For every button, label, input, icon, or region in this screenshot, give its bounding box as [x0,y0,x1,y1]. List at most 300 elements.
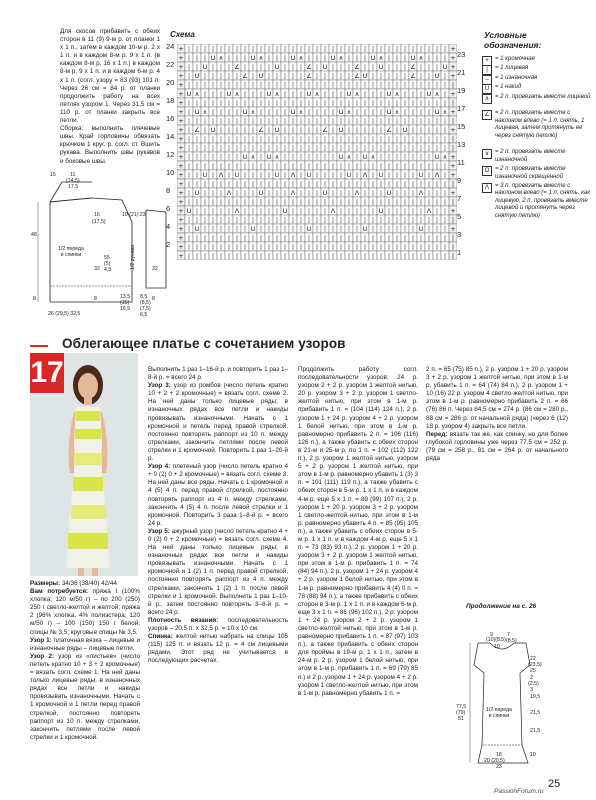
chart-symbol: | [235,109,239,116]
chart-symbol: | [235,55,239,62]
chart-symbol: U [346,171,352,179]
chart-symbol: | [371,199,375,206]
chart-symbol: | [259,118,263,125]
chart-symbol: | [211,253,215,260]
chart-symbol: | [251,64,255,71]
row-number: 22 [166,60,175,69]
row-number: 23 [457,50,466,59]
chart-symbol: | [331,91,335,98]
chart-symbol: | [211,46,215,53]
d2-label: 21,5 [530,710,541,716]
chart-symbol: | [395,235,399,242]
chart-symbol: | [259,208,263,215]
article-paragraph [298,366,418,698]
paragraph-heading: Перед: [426,430,448,438]
chart-symbol: | [203,100,207,107]
chart-symbol: | [195,154,199,161]
chart-symbol: | [299,91,303,98]
chart-symbol: | [243,127,247,134]
chart-symbol: | [347,73,351,80]
chart-symbol: | [267,100,271,107]
chart-symbol: | [291,199,295,206]
chart-symbol: U [194,189,200,197]
chart-symbol: | [195,46,199,53]
chart-symbol: | [227,46,231,53]
chart-symbol: | [395,145,399,152]
chart-symbol: | [443,181,447,188]
chart-symbol: U [266,153,272,161]
chart-symbol: | [411,172,415,179]
chart-symbol: | [323,235,327,242]
paragraph-body: желтой нитью набрать на спицы 105 (115) 125 п. и вязать 12 р. = 4 см лицевыми рядами. Этот ряд не учитывается в последующих расчетах. [148,633,288,665]
chart-symbol: | [419,253,423,260]
chart-symbol: Λ [418,189,424,197]
chart-symbol: | [315,100,319,107]
chart-symbol: | [379,163,383,170]
chart-symbol: | [235,181,239,188]
chart-symbol: | [259,154,263,161]
d1-label: 55 [104,255,110,261]
chart-symbol: + [178,243,184,251]
d1-label: 8,5 [140,294,148,300]
chart-symbol: U [266,90,272,98]
chart-symbol: | [355,244,359,251]
chart-symbol: ∧ [442,153,448,161]
chart-symbol: ∧ [314,90,320,98]
chart-symbol: | [411,91,415,98]
chart-symbol: | [211,163,215,170]
chart-symbol: | [227,244,231,251]
chart-symbol: | [347,217,351,224]
chart-symbol: | [355,109,359,116]
chart-symbol: U [242,153,248,161]
row-number: 14 [166,132,175,141]
chart-symbol: | [419,91,423,98]
chart-symbol: | [379,82,383,89]
chart-symbol: | [227,235,231,242]
chart-symbol: | [219,235,223,242]
chart-symbol: + [178,216,184,224]
chart-symbol: | [315,217,319,224]
chart-symbol: | [363,235,367,242]
chart-symbol: | [219,199,223,206]
chart-symbol: | [419,163,423,170]
chart-symbol: | [347,82,351,89]
chart-symbol: | [355,253,359,260]
page-number: 25 [548,778,561,790]
chart-symbol: | [227,154,231,161]
chart-symbol: | [275,226,279,233]
chart-symbol: U [274,126,280,134]
chart-symbol: | [235,217,239,224]
chart-symbol: | [339,100,343,107]
chart-symbol: ∧ [346,108,352,116]
chart-symbol: | [315,208,319,215]
chart-symbol: | [315,73,319,80]
legend-symbol: ∠ [482,110,492,120]
legend-text: = 2 п. провязать вместе с наклоном влево (= 1 п. снять, 1 лицевая, затем протянуть ее через снятую петлю) [495,110,585,139]
chart-symbol: | [259,46,263,53]
chart-symbol: | [379,244,383,251]
chart-symbol: | [283,109,287,116]
chart-symbol: | [203,235,207,242]
paragraph-heading: Узор 1: [30,636,52,644]
chart-symbol: | [187,82,191,89]
chart-symbol: | [243,199,247,206]
chart-symbol: | [227,82,231,89]
chart-symbol: | [251,253,255,260]
chart-symbol: | [411,235,415,242]
chart-symbol: | [347,46,351,53]
chart-symbol: | [283,118,287,125]
chart-symbol: | [395,55,399,62]
chart-symbol: | [331,226,335,233]
chart-symbol: U [418,225,424,233]
chart-symbol: | [235,46,239,53]
d1-label: 19 (21) 23 [122,212,146,218]
chart-symbol: U [386,189,392,197]
chart-symbol: | [243,136,247,143]
pattern-diagram-1 [28,170,171,310]
d2-label: 23 [496,764,502,770]
pattern-diagram-2 [450,625,580,775]
chart-symbol: | [363,217,367,224]
chart-symbol: | [299,253,303,260]
d1-label: 16 [94,212,100,218]
article-paragraph [426,366,568,431]
chart-symbol: | [347,208,351,215]
chart-symbol: Λ [330,207,336,215]
chart-symbol: | [307,190,311,197]
chart-symbol: | [219,253,223,260]
chart-symbol: | [427,46,431,53]
row-number: 9 [457,176,462,185]
chart-symbol: | [219,100,223,107]
chart-symbol: | [259,217,263,224]
chart-symbol: | [259,235,263,242]
chart-symbol: | [283,64,287,71]
chart-symbol: | [363,253,367,260]
chart-symbol: | [195,172,199,179]
chart-symbol: | [307,127,311,134]
chart-symbol: + [178,234,184,242]
chart-symbol: | [211,136,215,143]
chart-symbol: | [235,154,239,161]
chart-symbol: | [283,46,287,53]
paragraph-heading: Узор 4: [148,463,171,471]
chart-symbol: | [251,208,255,215]
chart-symbol: | [243,55,247,62]
chart-symbol: U [194,72,200,80]
chart-symbol: | [363,100,367,107]
chart-symbol: | [323,73,327,80]
chart-symbol: | [187,190,191,197]
chart-symbol: | [419,118,423,125]
chart-symbol: | [227,172,231,179]
chart-symbol: U [290,108,296,116]
chart-symbol: | [355,55,359,62]
chart-symbol: | [187,64,191,71]
article-column-1 [30,580,140,742]
chart-symbol: | [187,253,191,260]
chart-symbol: U [322,63,328,71]
chart-symbol: | [451,235,455,242]
chart-symbol: | [291,244,295,251]
intro-paragraph-2: Сборка: выполнить плечевые швы. Край горловины обвязать крючком 1 круг. р. согл. ст. Вшить рукава. Выполнить швы рукавов и боковые швы. [60,125,160,165]
chart-symbol: | [395,181,399,188]
chart-symbol: | [227,145,231,152]
chart-symbol: | [211,244,215,251]
chart-symbol: ∠ [354,63,360,71]
chart-symbol: | [331,136,335,143]
chart-symbol: | [331,199,335,206]
chart-symbol: U [434,153,440,161]
d2-label: 22 [530,656,536,662]
chart-symbol: | [403,181,407,188]
chart-symbol: | [403,163,407,170]
chart-symbol: | [235,73,239,80]
chart-symbol: | [395,100,399,107]
chart-symbol: | [211,100,215,107]
chart-symbol: | [219,91,223,98]
chart-symbol: | [219,226,223,233]
chart-symbol: | [219,181,223,188]
chart-symbol: | [435,64,439,71]
chart-symbol: | [339,46,343,53]
chart-symbol: | [283,199,287,206]
chart-symbol: | [331,64,335,71]
chart-symbol: U [274,63,280,71]
chart-symbol: ∧ [442,108,448,116]
chart-symbol: | [331,190,335,197]
chart-symbol: | [339,172,343,179]
chart-symbol: | [267,118,271,125]
chart-symbol: Λ [434,171,440,179]
article-paragraph [30,588,140,637]
chart-symbol: | [203,82,207,89]
chart-symbol: | [379,109,383,116]
chart-symbol: | [203,73,207,80]
chart-symbol: | [307,199,311,206]
chart-symbol: U [426,90,432,98]
chart-symbol: | [195,181,199,188]
chart-symbol: | [211,217,215,224]
legend-item [482,94,591,104]
chart-symbol: | [411,145,415,152]
row-number: 17 [457,104,466,113]
chart-symbol: | [403,244,407,251]
chart-symbol: | [443,100,447,107]
row-number: 4 [166,222,171,231]
chart-symbol: | [451,199,455,206]
article-paragraph [426,431,568,463]
chart-symbol: | [251,199,255,206]
paragraph-heading: Плотность вязания: [148,616,219,624]
chart-symbol: | [403,226,407,233]
chart-symbol: | [195,55,199,62]
chart-symbol: | [275,181,279,188]
chart-symbol: | [451,118,455,125]
chart-symbol: U [194,108,200,116]
chart-symbol: ∧ [298,108,304,116]
chart-symbol: | [411,154,415,161]
chart-symbol: | [219,46,223,53]
chart-symbol: U [186,90,192,98]
chart-symbol: | [371,64,375,71]
chart-symbol: | [291,208,295,215]
d2-label: (79) [456,710,466,716]
chart-symbol: | [187,136,191,143]
chart-symbol: | [299,118,303,125]
chart-symbol: | [307,118,311,125]
chart-symbol: | [283,82,287,89]
chart-symbol: | [395,118,399,125]
chart-symbol: + [450,189,456,197]
chart-symbol: | [307,208,311,215]
row-number: 5 [457,212,462,221]
d1-label: 8 [94,296,97,302]
chart-symbol: | [403,145,407,152]
chart-symbol: | [299,172,303,179]
chart-symbol: | [427,235,431,242]
chart-symbol: | [419,199,423,206]
chart-symbol: | [419,181,423,188]
chart-symbol: | [283,91,287,98]
chart-symbol: | [387,217,391,224]
chart-symbol: | [395,127,399,134]
chart-symbol: | [227,118,231,125]
chart-symbol: | [435,208,439,215]
paragraph-body: платочная вязка – лицевые и изнаночные ряды – лицевые петли. [30,636,140,652]
chart-symbol: | [403,217,407,224]
chart-symbol: | [203,208,207,215]
chart-symbol: | [315,82,319,89]
chart-symbol: | [283,226,287,233]
chart-symbol: | [443,199,447,206]
paragraph-body: ажурный узор (число петель кратно 4 + 0 (2) 0 + 2 кромочные) = вязать согл. схеме 4. На ней даны только лицевые ряды; в изнаночных рядах все петли и накиды провязывать изнаночными. Начать с 1 кромочной и 1 (2) 1 п. перед правой стрелкой, постоянно повторять раппорт из 4 п. между стрелками, закончить 1 (2) 1 п. после левой стрелки и 1 кромочной. Выполнить 1 раз 1–10-й р., затем постоянно повторять 3–8-й р. = всего 24 р. [148,527,288,616]
chart-symbol: | [387,244,391,251]
chart-symbol: | [251,46,255,53]
d1-label: 11 [70,172,76,178]
chart-symbol: | [323,181,327,188]
chart-symbol: | [299,235,303,242]
paragraph-heading: Узор 5: [148,527,170,535]
chart-symbol: U [346,90,352,98]
chart-symbol: | [187,127,191,134]
chart-symbol: ∧ [338,54,344,62]
chart-symbol: | [243,208,247,215]
chart-symbol: | [291,145,295,152]
chart-symbol: | [299,100,303,107]
chart-symbol: | [299,127,303,134]
chart-symbol: | [443,208,447,215]
chart-symbol: U [258,189,264,197]
chart-symbol: + [178,144,184,152]
chart-symbol: | [323,163,327,170]
chart-symbol: | [315,253,319,260]
chart-symbol: | [363,118,367,125]
chart-symbol: ∧ [218,54,224,62]
chart-symbol: | [195,64,199,71]
chart-symbol: | [371,172,375,179]
chart-symbol: | [243,181,247,188]
chart-symbol: | [419,235,423,242]
chart-symbol: + [178,162,184,170]
chart-symbol: Λ [234,207,240,215]
chart-symbol: | [203,145,207,152]
chart-symbol: | [331,163,335,170]
chart-symbol: | [219,154,223,161]
row-number: 1 [457,248,462,257]
chart-symbol: U [410,54,416,62]
chart-symbol: | [187,244,191,251]
chart-symbol: | [187,73,191,80]
chart-symbol: | [315,154,319,161]
chart-symbol: U [378,171,384,179]
chart-symbol: | [227,64,231,71]
chart-symbol: | [363,91,367,98]
chart-symbol: U [210,126,216,134]
chart-symbol: | [235,163,239,170]
chart-symbol: | [339,181,343,188]
chart-symbol: + [450,126,456,134]
chart-symbol: U [378,207,384,215]
chart-symbol: + [178,252,184,260]
chart-symbol: | [195,163,199,170]
chart-symbol: | [219,208,223,215]
chart-symbol: | [387,172,391,179]
chart-symbol: | [443,82,447,89]
chart-symbol: | [211,154,215,161]
chart-symbol: | [387,163,391,170]
chart-symbol: | [427,109,431,116]
chart-symbol: | [219,163,223,170]
chart-symbol: | [251,235,255,242]
paragraph-heading: Узор 2: [30,652,55,660]
chart-symbol: | [339,91,343,98]
chart-symbol: | [331,154,335,161]
chart-symbol: | [211,226,215,233]
chart-symbol: | [267,55,271,62]
chart-symbol: | [379,100,383,107]
chart-symbol: | [443,163,447,170]
chart-symbol: U [258,72,264,80]
chart-symbol: ∠ [410,72,416,80]
chart-symbol: | [275,109,279,116]
chart-symbol: | [331,217,335,224]
chart-symbol: ∠ [194,126,200,134]
chart-symbol: | [347,100,351,107]
chart-symbol: | [259,199,263,206]
chart-symbol: | [371,136,375,143]
chart-symbol: | [347,163,351,170]
chart-symbol: | [443,55,447,62]
chart-symbol: | [395,136,399,143]
chart-symbol: | [387,46,391,53]
chart-symbol: | [427,226,431,233]
chart-symbol: | [387,208,391,215]
chart-symbol: U [186,207,192,215]
paragraph-body: вязать так же, как спинку, но для более глубокой горловины уже через 77,5 см = 252 р. (79 см = 258 р., 81 см = 264 р. от начального ряда [426,430,568,463]
chart-symbol: | [355,172,359,179]
legend-text: = 1 изнаночная [495,74,538,81]
chart-symbol: | [307,55,311,62]
chart-symbol: | [443,244,447,251]
chart-symbol: | [243,100,247,107]
chart-symbol: | [395,190,399,197]
chart-symbol: | [387,82,391,89]
chart-symbol: | [275,235,279,242]
